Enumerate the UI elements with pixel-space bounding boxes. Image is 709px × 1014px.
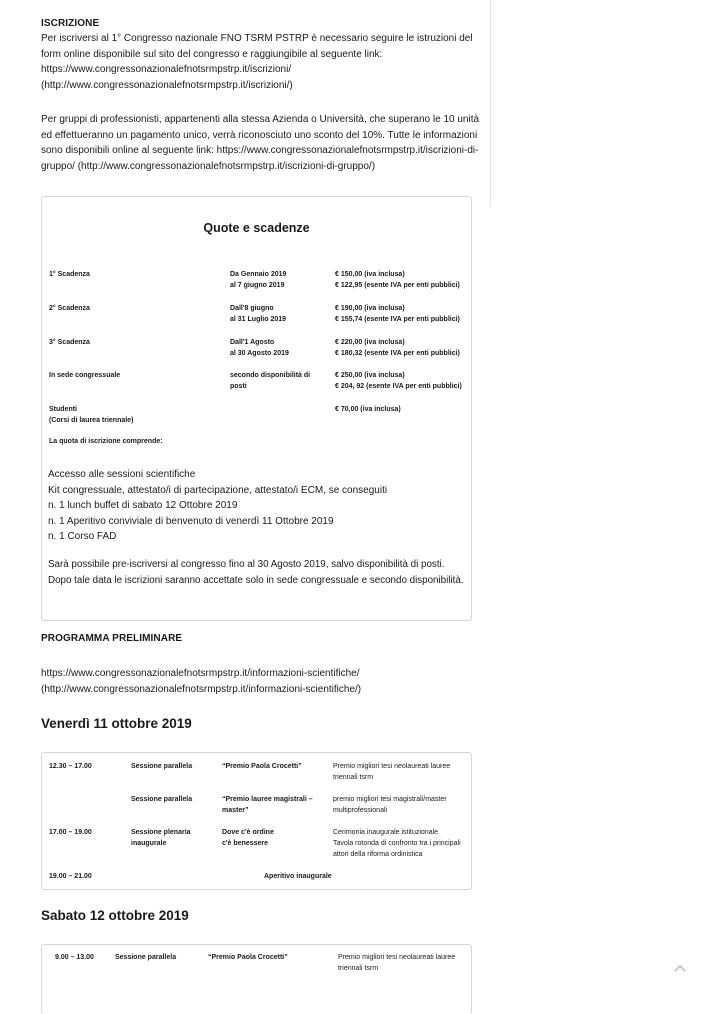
quote-box: [41, 196, 472, 621]
list-item: Kit congressuale, attestato/i di partecipazione, attestato/i ECM, se conseguiti: [48, 484, 388, 496]
quote-label: In sede congressuale: [49, 372, 121, 379]
sabato-heading: Sabato 12 ottobre 2019: [41, 908, 189, 923]
aperitivo-cell: Aperitivo inaugurale: [264, 873, 332, 880]
time-cell: 17.00 – 19.00: [49, 829, 92, 836]
quote-title: Quote e scadenze: [203, 221, 310, 235]
chevron-up-icon[interactable]: [673, 963, 687, 973]
quote-price: € 220,00 (iva inclusa) € 180,32 (esente IVA per enti pubblici): [335, 339, 460, 358]
programma-link[interactable]: https://www.congressonazionalefnotsrmpstrp.it/informazioni-scientifiche/: [41, 668, 360, 679]
includes-list: [48, 467, 387, 545]
venerdi-heading: Venerdì 11 ottobre 2019: [41, 716, 192, 731]
quote-price: € 150,00 (iva inclusa) € 122,95 (esente IVA per enti pubblici): [335, 271, 460, 290]
desc-cell: Cerimonia inaugurale istituzionale Tavola rotonda di confronto tra i principali attori della riforma ordinistica: [333, 829, 461, 858]
text-line: ed effettueranno un pagamento unico, verrà riconosciuto uno sconto del 10%. Tutte le informazioni: [41, 129, 478, 141]
programma-link-alt[interactable]: (http://www.congressonazionalefnotsrmpstrp.it/informazioni-scientifiche/): [41, 683, 362, 695]
quote-price: € 70,00 (iva inclusa): [335, 406, 401, 413]
desc-cell: Premio migliori tesi neolaureati lauree triennali tsrm: [333, 763, 451, 781]
quote-label: Studenti (Corsi di laurea triennale): [49, 406, 134, 425]
gruppi-link-alt[interactable]: gruppo/ (http://www.congressonazionalefnotsrmpstrp.it/iscrizioni-di-gruppo/): [41, 160, 376, 172]
text-line: form online disponibile sul sito del congresso e raggiungibile al seguente link:: [41, 48, 383, 60]
venerdi-schedule: [41, 752, 472, 890]
programma-links: [41, 666, 481, 697]
programma-heading: PROGRAMMA PRELIMINARE: [41, 633, 183, 644]
time-cell: 12.30 – 17.00: [49, 763, 92, 770]
list-item: n. 1 Corso FAD: [48, 531, 117, 543]
title-cell: “Premio Paola Crocetti”: [208, 954, 288, 961]
iscrizione-paragraph: [41, 31, 481, 93]
quote-period: secondo disponibilità di posti: [230, 372, 311, 391]
quote-period: Dall'8 giugno al 31 Luglio 2019: [230, 305, 287, 324]
desc-cell: premio migliori tesi magistrali/master multiprofessionali: [333, 796, 447, 814]
gruppi-paragraph: [41, 112, 481, 174]
list-item: n. 1 Aperitivo conviviale di benvenuto di venerdì 11 Ottobre 2019: [48, 515, 334, 527]
session-cell: Sessione parallela: [115, 954, 177, 961]
text-line: Per iscriversi al 1° Congresso nazionale FNO TSRM PSTRP è necessario seguire le istruzioni del: [41, 33, 473, 44]
time-cell: 9.00 – 13.00: [55, 954, 94, 961]
desc-cell: Premio migliori tesi neolaureati lauree triennali tsrm: [338, 954, 456, 972]
title-cell: Dove c'è ordine c'è benessere: [222, 829, 274, 847]
iscrizioni-link-alt[interactable]: (http://www.congressonazionalefnotsrmpstrp.it/iscrizioni/): [41, 79, 293, 91]
quote-period: Dall'1 Agosto al 30 Agosto 2019: [230, 339, 289, 358]
quote-price: € 190,00 (iva inclusa) € 155,74 (esente IVA per enti pubblici): [335, 305, 460, 324]
time-cell: 19.00 – 21.00: [49, 873, 92, 880]
title-cell: “Premio lauree magistrali – master”: [222, 796, 313, 814]
session-cell: Sessione plenaria inaugurale: [131, 829, 191, 847]
quote-period: Da Gennaio 2019 al 7 giugno 2019: [230, 271, 287, 290]
text-line: Per gruppi di professionisti, appartenenti alla stessa Azienda o Università, che superano le 10 unità: [41, 114, 480, 125]
quote-label: 2° Scadenza: [49, 305, 90, 312]
pre-registration-note: Sarà possibile pre-iscriversi al congresso fino al 30 Agosto 2019, salvo disponibilità di posti. Dopo tale data le iscrizioni saranno accettate solo in sede congressuale e secondo disponibilità.: [48, 559, 464, 586]
iscrizione-heading: ISCRIZIONE: [41, 18, 100, 29]
gruppi-link[interactable]: sono disponibili online al seguente link: https://www.congressonazionalefnotsrmpstrp.it/iscrizioni-di-: [41, 145, 479, 157]
column-divider: [490, 0, 491, 207]
iscrizioni-link[interactable]: https://www.congressonazionalefnotsrmpstrp.it/iscrizioni/: [41, 64, 292, 76]
quote-price: € 250,00 (iva inclusa) € 204, 92 (esente IVA per enti pubblici): [335, 372, 462, 391]
quote-label: 1° Scadenza: [49, 271, 90, 278]
list-item: n. 1 lunch buffet di sabato 12 Ottobre 2019: [48, 500, 238, 512]
quote-label: 3° Scadenza: [49, 339, 90, 346]
session-cell: Sessione parallela: [131, 796, 193, 803]
session-cell: Sessione parallela: [131, 763, 193, 770]
title-cell: “Premio Paola Crocetti”: [222, 763, 302, 770]
list-item: Accesso alle sessioni scientifiche: [48, 469, 196, 480]
sabato-schedule: [41, 944, 472, 1014]
includes-label: La quota di iscrizione comprende:: [49, 438, 163, 445]
